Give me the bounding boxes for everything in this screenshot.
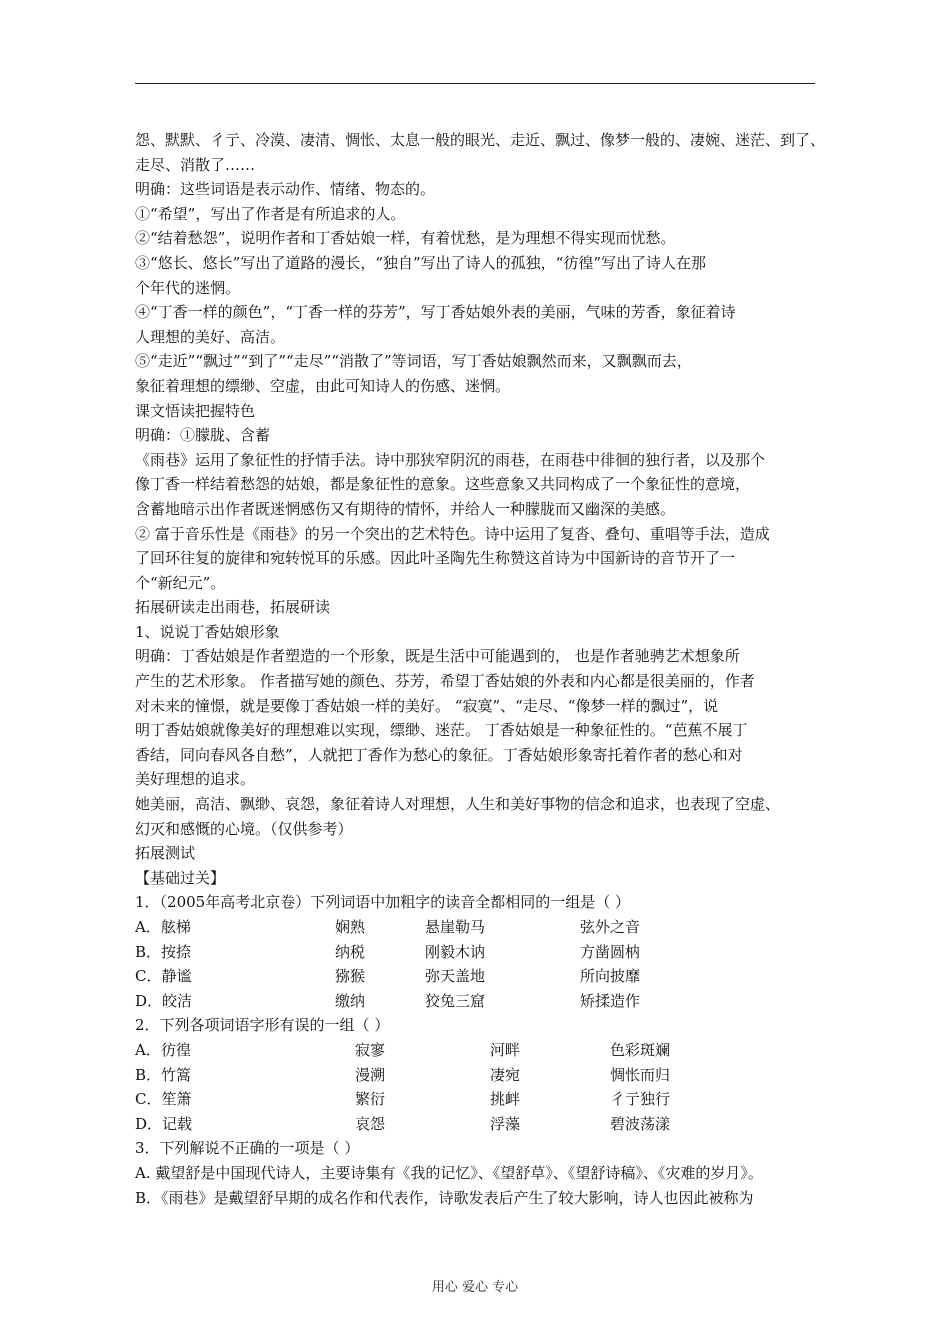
option-cell: 所向披靡 xyxy=(580,967,641,986)
text-line: 她美丽，高洁、飘缈、哀怨，象征着诗人对理想，人生和美好事物的信念和追求，也表现了空虚、 xyxy=(135,795,781,814)
section-heading: 【基础过关】 xyxy=(135,868,226,887)
option-cell: 凄宛 xyxy=(490,1065,521,1084)
text-line: B．《雨巷》是戴望舒早期的成名作和代表作，诗歌发表后产生了较大影响，诗人也因此被称为 xyxy=(135,1188,754,1207)
text-line: 明确：丁香姑娘是作者塑造的一个形象，既是生活中可能遇到的， 也是作者驰骋艺术想象所 xyxy=(135,647,740,666)
option-cell: D．记载 xyxy=(135,1114,193,1133)
option-cell: 色彩斑斓 xyxy=(610,1040,671,1059)
question-stem: 1．（2005年高考北京卷）下列词语中加粗字的读音全都相同的一组是（ ） xyxy=(135,893,630,912)
option-cell: 彳亍独行 xyxy=(610,1090,671,1109)
text-line: 美好理想的追求。 xyxy=(135,770,256,789)
option-cell: 纳税 xyxy=(335,942,366,961)
option-cell: 猕猴 xyxy=(335,967,366,986)
text-line: A. 戴望舒是中国现代诗人，主要诗集有《我的记忆》、《望舒草》、《望舒诗稿》、《灾难的岁月》。 xyxy=(135,1163,763,1182)
text-line: 人理想的美好、高洁。 xyxy=(135,327,286,346)
option-cell: 娴熟 xyxy=(335,918,366,936)
text-line: ⑤“走近”“飘过”“到了”“走尽”“消散了”等词语，写丁香姑娘飘然而来，又飘飘而去， xyxy=(135,352,692,371)
option-row xyxy=(135,1063,825,1088)
option-cell: 寂寥 xyxy=(355,1040,386,1059)
option-cell: 河畔 xyxy=(490,1040,521,1059)
text-line: 像丁香一样结着愁怨的姑娘，都是象征性的意象。这些意象又共同构成了一个象征性的意境， xyxy=(135,475,751,494)
text-line: 怨、默默、彳亍、冷漠、凄清、惆怅、太息一般的眼光、走近、飘过、像梦一般的、凄婉、迷茫、到了、 xyxy=(135,131,826,149)
option-cell: A．舷梯 xyxy=(135,918,191,936)
option-cell: 弦外之音 xyxy=(580,918,641,936)
text-line: 香结，同向春风各自愁”，人就把丁香作为愁心的象征。丁香姑娘形象寄托着作者的愁心和对 xyxy=(135,745,743,764)
section-heading: 拓展测试 xyxy=(135,844,196,863)
section-heading: 拓展研读走出雨巷，拓展研读 xyxy=(135,598,331,617)
option-cell: A．彷徨 xyxy=(135,1040,191,1059)
option-cell: 方凿圆枘 xyxy=(580,942,641,961)
option-cell: D．皎洁 xyxy=(135,991,193,1010)
text-line: 《雨巷》运用了象征性的抒情手法。诗中那狭窄阴沉的雨巷，在雨巷中徘徊的独行者，以及那个 xyxy=(135,450,766,469)
option-cell: 缴纳 xyxy=(335,991,366,1010)
text-line: 象征着理想的缥缈、空虚，由此可知诗人的伤感、迷惘。 xyxy=(135,376,511,395)
text-line: 明确：这些词语是表示动作、情绪、物态的。 xyxy=(135,180,436,199)
option-cell: 漫溯 xyxy=(355,1065,386,1084)
option-cell: 刚毅木讷 xyxy=(425,942,486,961)
text-line: 个年代的迷惘。 xyxy=(135,278,241,297)
option-cell: B．竹篙 xyxy=(135,1065,192,1084)
option-cell: C．静谧 xyxy=(135,967,192,986)
text-line: 产生的艺术形象。 作者描写她的颜色、芬芳，希望丁香姑娘的外表和内心都是很美丽的，作者 xyxy=(135,672,755,691)
option-row xyxy=(135,989,825,1014)
text-line: 含蓄地暗示出作者既迷惘感伤又有期待的情怀，并给人一种朦胧而又幽深的美感。 xyxy=(135,499,676,518)
option-cell: 繁衍 xyxy=(355,1090,386,1109)
option-cell: 挑衅 xyxy=(490,1090,521,1109)
section-heading: 课文悟读把握特色 xyxy=(135,401,256,420)
option-cell: 惆怅而归 xyxy=(610,1065,671,1084)
option-cell: 弥天盖地 xyxy=(425,967,486,986)
option-cell: B．按捺 xyxy=(135,942,192,961)
option-cell: C．笙箫 xyxy=(135,1090,192,1109)
option-cell: 矫揉造作 xyxy=(580,991,641,1010)
page-footer: 用心 爱心 专心 xyxy=(431,1280,519,1295)
header-rule xyxy=(135,83,815,84)
option-row xyxy=(135,940,825,965)
text-line: 幻灭和感慨的心境。（仅供参考） xyxy=(135,819,353,838)
text-line: ④“丁香一样的颜色”，“丁香一样的芬芳”，写丁香姑娘外表的美丽，气味的芳香，象征着诗 xyxy=(135,303,736,322)
option-row xyxy=(135,915,825,940)
text-line: 1、说说丁香姑娘形象 xyxy=(135,622,280,641)
option-row xyxy=(135,964,825,989)
option-cell: 悬崖勒马 xyxy=(425,918,486,936)
text-line: ②“结着愁怨”，说明作者和丁香姑娘一样，有着忧愁，是为理想不得实现而忧愁。 xyxy=(135,229,676,248)
text-line: 明丁香姑娘就像美好的理想难以实现，缥缈、迷茫。 丁香姑娘是一种象征性的。“芭蕉不展丁 xyxy=(135,721,748,740)
question-stem: 2．下列各项词语字形有误的一组（ ） xyxy=(135,1016,390,1035)
option-cell: 浮藻 xyxy=(490,1114,521,1133)
text-line: 走尽、消散了…… xyxy=(135,155,256,174)
text-line: 明确：①朦胧、含蓄 xyxy=(135,426,271,445)
text-line: 个“新纪元”。 xyxy=(135,573,226,592)
option-cell: 哀怨 xyxy=(355,1114,386,1133)
text-line: ③“悠长、悠长”写出了道路的漫长，“独自”写出了诗人的孤独，“彷徨”写出了诗人在那 xyxy=(135,253,707,272)
option-row xyxy=(135,1112,825,1137)
text-line: 对未来的憧憬，就是要像丁香姑娘一样的美好。 “寂寞”、“走尽、“像梦一样的飘过”，说 xyxy=(135,696,719,715)
option-row xyxy=(135,1038,825,1063)
option-cell: 狡兔三窟 xyxy=(425,991,486,1010)
text-line: ② 富于音乐性是《雨巷》的另一个突出的艺术特色。诗中运用了复沓、叠句、重唱等手法，造成 xyxy=(135,524,770,543)
text-line: 了回环往复的旋律和宛转悦耳的乐感。因此叶圣陶先生称赞这首诗为中国新诗的音节开了一 xyxy=(135,549,736,568)
text-line: ①“希望”，写出了作者是有所追求的人。 xyxy=(135,204,406,223)
question-stem: 3．下列解说不正确的一项是（ ） xyxy=(135,1139,360,1158)
option-cell: 碧波荡漾 xyxy=(610,1114,671,1133)
option-row xyxy=(135,1087,825,1112)
document-body xyxy=(135,128,825,1210)
